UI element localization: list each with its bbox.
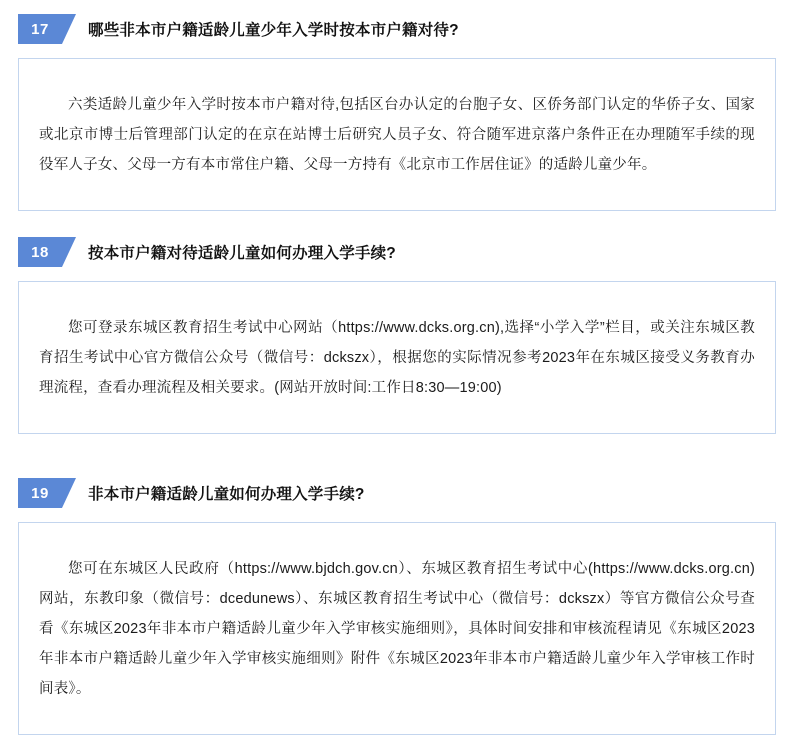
top-spacer <box>0 0 794 14</box>
faq-answer-box <box>18 281 776 434</box>
faq-question-header <box>18 237 776 267</box>
faq-question-text: 非本市户籍适龄儿童如何办理入学手续? <box>88 486 365 503</box>
faq-question-header <box>18 14 776 44</box>
faq-question-text: 哪些非本市户籍适龄儿童少年入学时按本市户籍对待? <box>88 22 459 39</box>
faq-number-badge: 18 <box>18 237 62 267</box>
section-spacer <box>0 211 794 237</box>
faq-answer-text: 您可在东城区人民政府（https://www.bjdch.gov.cn）、东城区教育招生考试中心(https://www.dcks.org.cn)网站，东教印象（微信号：dcedunews）、东城区教育招生考试中心（微信号：dckszx）等官方微信公众号查看《东城区2023年非本市户籍适龄儿童少年入学审核实施细则》，具体时间安排和审核流程请见《东城区2023年非本市户籍适龄儿童少年入学审核实施细则》附件《东城区2023年非本市户籍适龄儿童少年入学审核工作时间表》。 <box>39 560 755 697</box>
faq-answer-text: 您可登录东城区教育招生考试中心网站（https://www.dcks.org.cn),选择“小学入学”栏目，或关注东城区教育招生考试中心官方微信公众号（微信号：dckszx），根据您的实际情况参考2023年在东城区接受义务教育办理流程，查看办理流程及相关要求。(网站开放时间:工作日8:30—19:00) <box>39 319 755 396</box>
faq-item-17 <box>0 14 794 211</box>
faq-answer-text: 六类适龄儿童少年入学时按本市户籍对待,包括区台办认定的台胞子女、区侨务部门认定的华侨子女、国家或北京市博士后管理部门认定的在京在站博士后研究人员子女、符合随军进京落户条件正在办理随军手续的现役军人子女、父母一方有本市常住户籍、父母一方持有《北京市工作居住证》的适龄儿童少年。 <box>39 96 755 173</box>
faq-item-18 <box>0 237 794 434</box>
faq-number-badge: 17 <box>18 14 62 44</box>
faq-answer-box <box>18 522 776 735</box>
faq-number-badge: 19 <box>18 478 62 508</box>
faq-question-text: 按本市户籍对待适龄儿童如何办理入学手续? <box>88 245 396 262</box>
section-spacer <box>0 434 794 478</box>
faq-question-header <box>18 478 776 508</box>
faq-item-19 <box>0 478 794 735</box>
faq-answer-box <box>18 58 776 211</box>
